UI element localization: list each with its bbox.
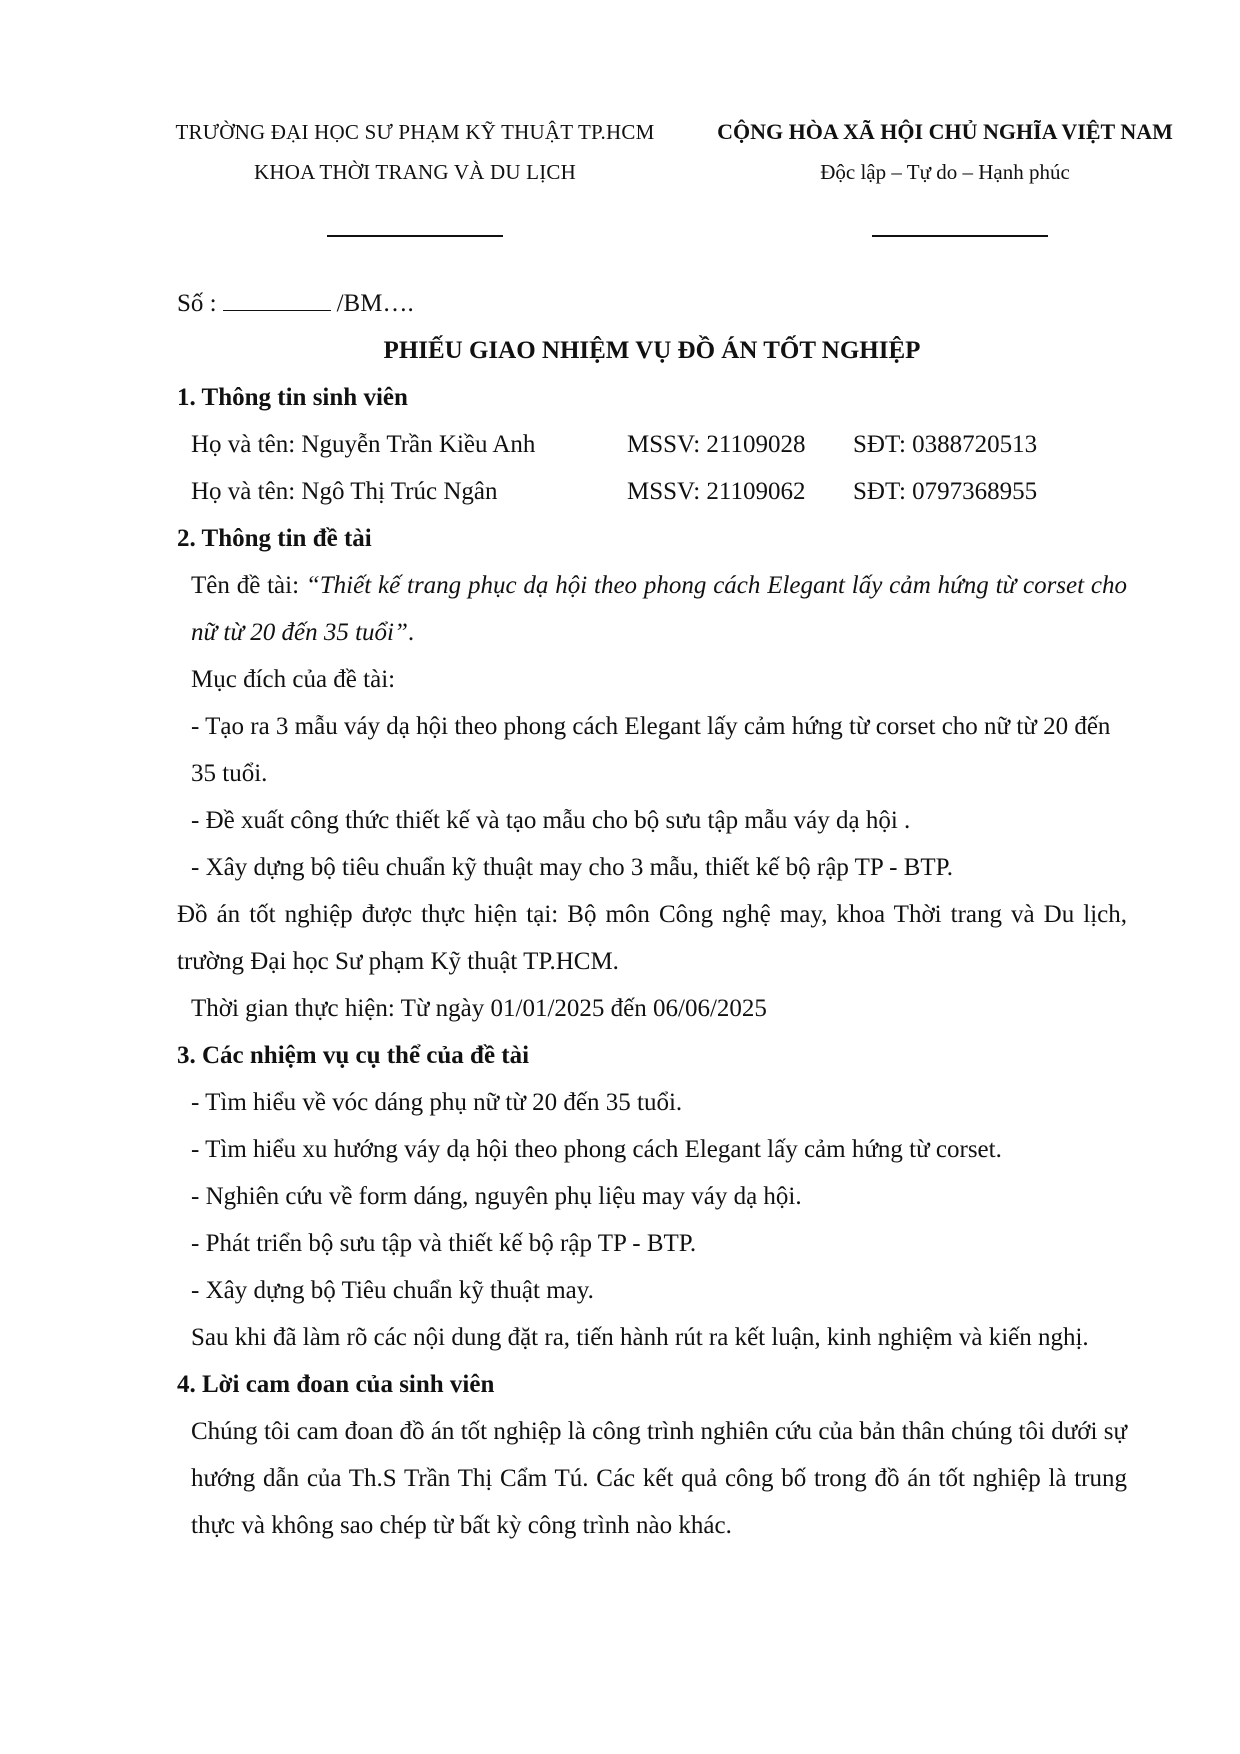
document-number-prefix: Số : [177,290,217,317]
document-body [177,280,1127,1549]
student-name: Họ và tên: Ngô Thị Trúc Ngân [191,478,498,505]
national-header [700,112,1190,192]
task-item: - Xây dựng bộ Tiêu chuẩn kỹ thuật may. [191,1277,594,1304]
student-phone: SĐT: 0797368955 [853,478,1038,505]
document-number-suffix: /BM…. [336,290,414,317]
university-header [150,112,680,192]
document-number [177,280,1127,327]
student-name: Họ và tên: Nguyễn Trần Kiều Anh [191,431,536,458]
student-phone: SĐT: 0388720513 [853,431,1038,458]
student-id: MSSV: 21109028 [627,431,806,458]
document-title: PHIẾU GIAO NHIỆM VỤ ĐỒ ÁN TỐT NGHIỆP [383,337,921,364]
purpose-label: Mục đích của đề tài: [191,666,396,693]
topic-title: “Thiết kế trang phục dạ hội theo phong cách Elegant lấy cảm hứng từ corset cho nữ từ 20 đến 35 tuổi” [191,572,1127,646]
topic-end: . [407,619,415,646]
location-paragraph: Đồ án tốt nghiệp được thực hiện tại: Bộ môn Công nghệ may, khoa Thời trang và Du lịch, trường Đại học Sư phạm Kỹ thuật TP.HCM. [177,901,1127,975]
purpose-item: - Đề xuất công thức thiết kế và tạo mẫu cho bộ sưu tập mẫu váy dạ hội . [191,807,911,834]
section3-heading: 3. Các nhiệm vụ cụ thể của đề tài [177,1042,530,1069]
task-item: - Phát triển bộ sưu tập và thiết kế bộ rập TP - BTP. [191,1230,697,1257]
faculty-name: KHOA THỜI TRANG VÀ DU LỊCH [254,160,576,184]
task-item: - Tìm hiểu về vóc dáng phụ nữ từ 20 đến 35 tuổi. [191,1089,683,1116]
topic-label: Tên đề tài: [191,572,306,599]
section1-heading: 1. Thông tin sinh viên [177,384,408,411]
student-row [177,421,1127,468]
topic-paragraph [177,562,1127,656]
section2-heading: 2. Thông tin đề tài [177,525,372,552]
task-item: - Nghiên cứu về form dáng, nguyên phụ liệu may váy dạ hội. [191,1183,802,1210]
university-name: TRƯỜNG ĐẠI HỌC SƯ PHẠM KỸ THUẬT TP.HCM [175,120,655,144]
task-item: - Tìm hiểu xu hướng váy dạ hội theo phong cách Elegant lấy cảm hứng từ corset. [191,1136,1002,1163]
purpose-item: - Xây dựng bộ tiêu chuẩn kỹ thuật may cho 3 mẫu, thiết kế bộ rập TP - BTP. [191,854,954,881]
purpose-item: - Tạo ra 3 mẫu váy dạ hội theo phong cách Elegant lấy cảm hứng từ corset cho nữ từ 20 đến 35 tuổi. [191,713,1111,787]
header-divider-right [872,235,1048,237]
national-title: CỘNG HÒA XÃ HỘI CHỦ NGHĨA VIỆT NAM [717,119,1173,144]
student-id: MSSV: 21109062 [627,478,806,505]
conclusion-paragraph: Sau khi đã làm rõ các nội dung đặt ra, tiến hành rút ra kết luận, kinh nghiệm và kiến nghị. [191,1324,1089,1351]
time-paragraph: Thời gian thực hiện: Từ ngày 01/01/2025 đến 06/06/2025 [191,995,767,1022]
declaration-paragraph: Chúng tôi cam đoan đồ án tốt nghiệp là công trình nghiên cứu của bản thân chúng tôi dưới sự hướng dẫn của Th.S Trần Thị Cẩm Tú. Các kết quả công bố trong đồ án tốt nghiệp là trung thực và không sao chép từ bất kỳ công trình nào khác. [191,1418,1127,1539]
student-row [177,468,1127,515]
document-number-blank [223,286,331,311]
section4-heading: 4. Lời cam đoan của sinh viên [177,1371,495,1398]
national-motto: Độc lập – Tự do – Hạnh phúc [820,160,1070,184]
header-divider-left [327,235,503,237]
